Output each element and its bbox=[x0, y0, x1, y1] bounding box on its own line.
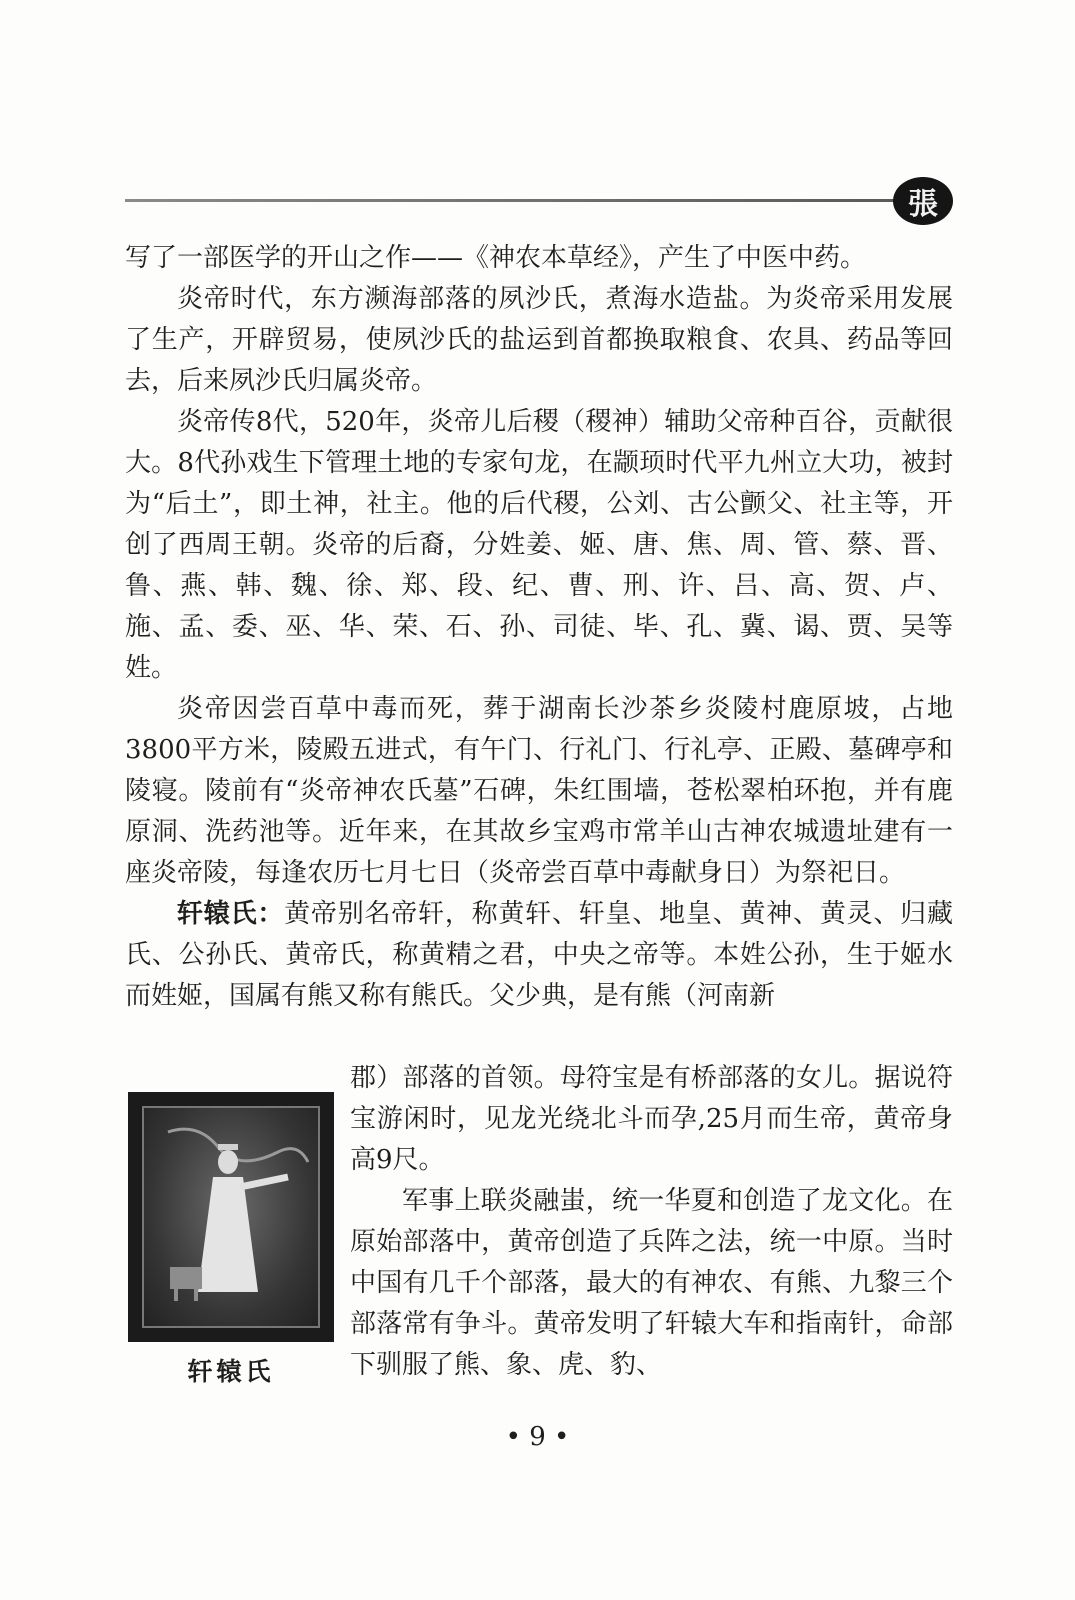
xuanyuan-portrait bbox=[128, 1092, 334, 1342]
portrait-figure-icon bbox=[128, 1092, 334, 1342]
paragraph-3: 炎帝传8代，520年，炎帝儿后稷（稷神）辅助父帝种百谷，贡献很大。8代孙戏生下管理土地的专家句龙，在颛顼时代平九州立大功，被封为“后土”，即土神，社主。他的后代稷，公刘、古公颤父、社主等，开创了西周王朝。炎帝的后裔，分姓姜、姬、唐、焦、周、管、蔡、晋、鲁、燕、韩、魏、徐、郑、段、纪、曹、刑、许、吕、高、贺、卢、施、孟、委、巫、华、荣、石、孙、司徒、毕、孔、冀、谒、贾、吴等姓。 bbox=[125, 407, 953, 683]
body-text bbox=[125, 238, 953, 1017]
surname-seal-badge: 張 bbox=[893, 177, 953, 225]
wrap-paragraph-2: 军事上联炎融蚩，统一华夏和创造了龙文化。在原始部落中，黄帝创造了兵阵之法，统一中原。当时中国有几千个部落，最大的有神农、有熊、九黎三个部落常有争斗。黄帝发明了轩辕大车和指南针，命部下驯服了熊、象、虎、豹、 bbox=[350, 1186, 953, 1380]
paragraph-4: 炎帝因尝百草中毒而死，葬于湖南长沙茶乡炎陵村鹿原坡，占地3800平方米，陵殿五进式，有午门、行礼门、行礼亭、正殿、墓碑亭和陵寝。陵前有“炎帝神农氏墓”石碑，朱红围墙，苍松翠柏环抱，并有鹿原洞、洗药池等。近年来，在其故乡宝鸡市常羊山古神农城遗址建有一座炎帝陵，每逢农历七月七日（炎帝尝百草中毒献身日）为祭祀日。 bbox=[125, 694, 953, 888]
paragraph-1: 写了一部医学的开山之作——《神农本草经》，产生了中医中药。 bbox=[125, 243, 867, 273]
paragraph-2: 炎帝时代，东方濒海部落的夙沙氏，煮海水造盐。为炎帝采用发展了生产，开辟贸易，使夙沙氏的盐运到首都换取粮食、农具、药品等回去，后来夙沙氏归属炎帝。 bbox=[125, 284, 953, 396]
portrait-caption: 轩辕氏 bbox=[187, 1357, 275, 1386]
xuanyuan-text: 黄帝别名帝轩，称黄轩、轩皇、地皇、黄神、黄灵、归藏氏、公孙氏、黄帝氏，称黄精之君，中央之帝等。本姓公孙，生于姬水而姓姬，国属有熊又称有熊氏。父少典，是有熊（河南新 bbox=[125, 899, 953, 1011]
paragraph-xuanyuan bbox=[125, 894, 953, 1017]
xuanyuan-term: 轩辕氏： bbox=[177, 899, 285, 929]
page-number: • 9 • bbox=[505, 1422, 570, 1452]
header-rule bbox=[125, 199, 895, 202]
wrap-paragraph-1: 郡）部落的首领。母符宝是有桥部落的女儿。据说符宝游闲时，见龙光绕北斗而孕,25月而生帝，黄帝身高9尺。 bbox=[350, 1063, 953, 1175]
wrapped-text bbox=[350, 1058, 953, 1386]
